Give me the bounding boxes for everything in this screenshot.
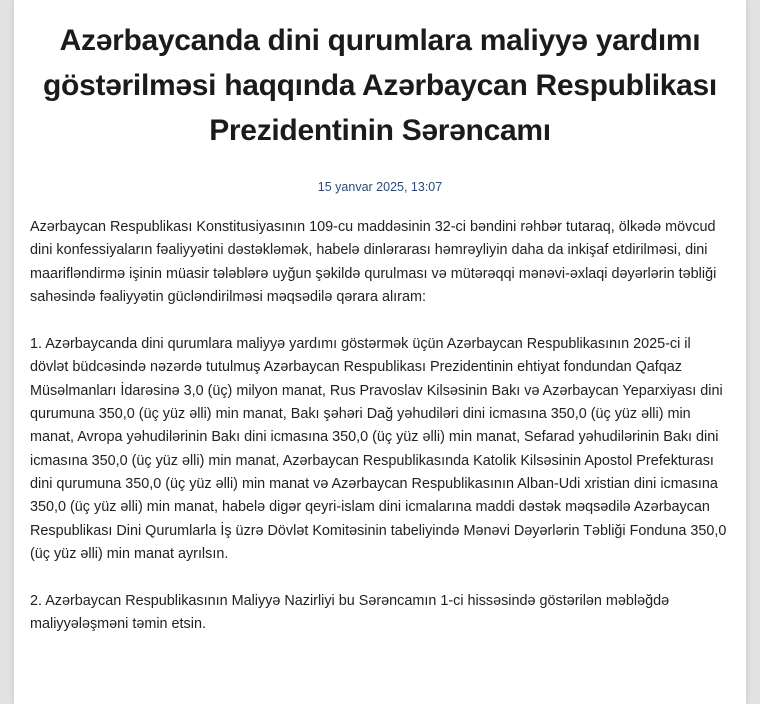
publish-date: 15 yanvar 2025, 13:07 <box>317 180 443 194</box>
paragraph-intro: Azərbaycan Respublikası Konstitusiyasının 109-cu maddəsinin 32-ci bəndini rəhbər tutaraq, ölkədə mövcud dini konfessiyaların fəaliyyətini dəstəkləmək, habelə dinlərarası həmrəyliyin daha da inkişaf etdirilməsi, dini maarifləndirmə işinin müasir tələblərə uyğun şəkildə qurulması və mütərəqqi mənəvi-əxlaqi dəyərlərin təbliği sahəsində fəaliyyətin gücləndirilməsi məqsədilə qərara alıram: <box>30 219 717 305</box>
article-title: Azərbaycanda dini qurumlara maliyyə yardımı göstərilməsi haqqında Azərbaycan Respublikası Prezidentinin Sərəncamı <box>43 24 717 147</box>
paragraph-2: 2. Azərbaycan Respublikasının Maliyyə Nazirliyi bu Sərəncamın 1-ci hissəsində göstərilən məbləğdə maliyyələşməni təmin etsin. <box>30 593 670 633</box>
article-card <box>14 0 746 704</box>
paragraph-1: 1. Azərbaycanda dini qurumlara maliyyə yardımı göstərmək üçün Azərbaycan Respublikasının 2025-ci il dövlət büdcəsində nəzərdə tutulmuş Azərbaycan Respublikası Prezidentinin ehtiyat fondundan Qafqaz Müsəlmanları İdarəsinə 3,0 (üç) milyon manat, Rus Pravoslav Kilsəsinin Bakı və Azərbaycan Yeparxiyası dini qurumuna 350,0 (üç yüz əlli) min manat, Bakı şəhəri Dağ yəhudiləri dini icmasına 350,0 (üç yüz əlli) min manat, Avropa yəhudilərinin Bakı dini icmasına 350,0 (üç yüz əlli) min manat, Sefarad yəhudilərinin Bakı dini icmasına 350,0 (üç yüz əlli) min manat, Azərbaycan Respublikasında Katolik Kilsəsinin Apostol Prefekturası dini qurumuna 350,0 (üç yüz əlli) min manat və Azərbaycan Respublikasının Alban-Udi xristian dini icmasına 350,0 (üç yüz əlli) min manat, habelə digər qeyri-islam dini icmalarına maddi dəstək məqsədilə Azərbaycan Respublikası Dini Qurumlarla İş üzrə Dövlət Komitəsinin tabeliyində Mənəvi Dəyərlərin Təbliği Fonduna 350,0 (üç yüz əlli) min manat ayrılsın. <box>30 336 727 562</box>
article-body <box>14 216 746 637</box>
